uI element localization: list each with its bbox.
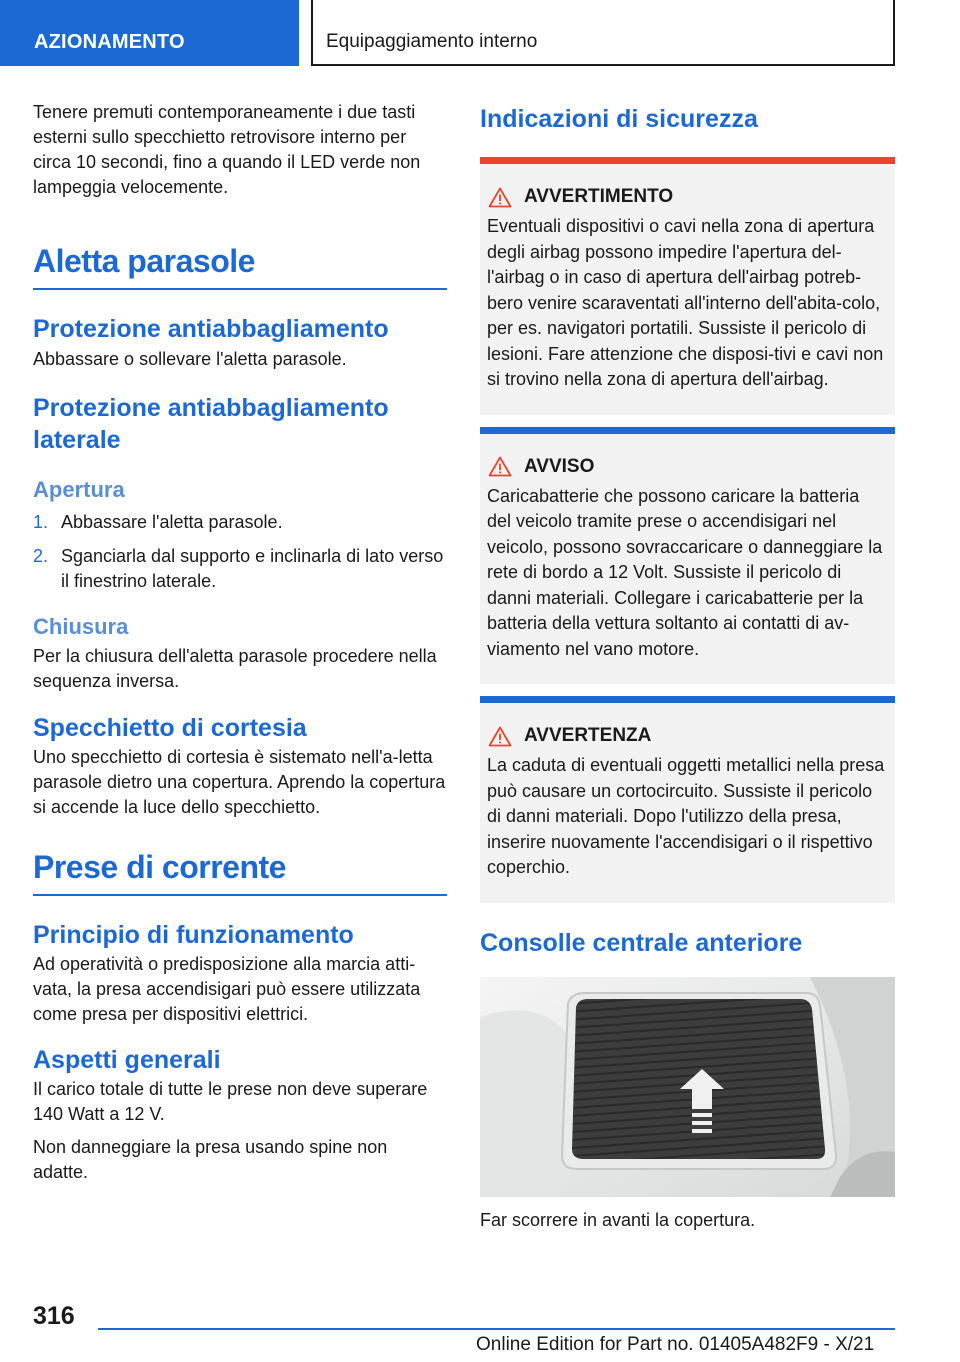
heading-aletta-parasole: Aletta parasole — [33, 243, 255, 279]
heading-rule — [33, 894, 447, 896]
heading-rule — [33, 288, 447, 290]
console-cover-illustration — [480, 977, 895, 1197]
apertura-steps — [33, 510, 447, 594]
warning-triangle-icon — [488, 456, 512, 477]
heading-protezione-antiabbagliamento: Protezione antiabbagliamento — [33, 315, 389, 343]
header-divider-right — [893, 0, 895, 66]
console-cover-photo — [480, 977, 895, 1197]
notice-text: Eventuali dispositivi o cavi nella zona di apertura degli airbag possono impedire l'apertura del‐l'airbag o in caso di apertura dell'airbag potreb‐bero venire scaraventati all'interno dell'abita‐colo, per es. navigatori portatili. Sussiste il pericolo di lesioni. Fare attenzione che disposi‐tivi e cavi non si trovino nella zona di apertura dell'airbag. — [487, 216, 884, 389]
right-column — [480, 100, 895, 1233]
footer-rule — [98, 1328, 895, 1330]
notice-avvertenza — [480, 696, 895, 903]
photo-caption: Far scorrere in avanti la copertura. — [480, 1209, 756, 1230]
header-divider — [311, 0, 313, 66]
warning-triangle-icon — [488, 187, 512, 208]
heading-specchietto-cortesia: Specchietto di cortesia — [33, 714, 307, 742]
heading-protezione-laterale: Protezione antiabbagliamento laterale — [33, 394, 389, 454]
principio-text: Ad operatività o predisposizione alla marcia atti‐vata, la presa accendisigari può essere utilizzata come presa per dispositivi elettrici. — [33, 954, 421, 1024]
heading-aspetti-generali: Aspetti generali — [33, 1046, 221, 1074]
notice-text: Caricabatterie che possono caricare la batteria del veicolo tramite prese o accendisigari nel veicolo, possono sovraccaricare o danneggiare la rete di bordo a 12 Volt. Sussiste il pericolo di danni materiali. Collegare i caricabatterie per la batteria della vettura soltanto ai contatti di av‐viamento nel vano motore. — [487, 485, 883, 659]
notice-avviso — [480, 427, 895, 685]
antiabbagliamento-text: Abbassare o sollevare l'aletta parasole. — [33, 349, 347, 369]
left-column — [33, 100, 447, 1185]
notice-title: AVVERTENZA — [524, 725, 652, 746]
chapter-title[interactable]: Equipaggiamento interno — [326, 31, 538, 52]
notice-title: AVVISO — [524, 455, 595, 477]
aspetti-text-1: Il carico totale di tutte le prese non deve superare 140 Watt a 12 V. — [33, 1079, 428, 1124]
heading-apertura: Apertura — [33, 477, 125, 502]
list-item — [33, 510, 447, 535]
heading-chiusura: Chiusura — [33, 614, 129, 639]
intro-paragraph: Tenere premuti contemporaneamente i due tasti esterni sullo specchietto retrovisore interno per circa 10 secondi, fino a quando il LED verde non lampeggia velocemente. — [33, 102, 421, 197]
step-number: 1. — [33, 512, 49, 532]
page-header — [0, 0, 960, 66]
warning-triangle-icon — [488, 726, 512, 747]
heading-prese-corrente: Prese di corrente — [33, 849, 286, 885]
section-tab[interactable]: AZIONAMENTO — [0, 0, 299, 66]
step-text: Abbassare l'aletta parasole. — [61, 512, 283, 532]
step-text: Sganciarla dal supporto e inclinarla di lato verso il finestrino laterale. — [61, 546, 444, 591]
notice-text: La caduta di eventuali oggetti metallici nella presa può causare un cortocircuito. Sussiste il pericolo di danni materiali. Dopo l'utilizzo della presa, inserire nuovamente l'accendisigari o il rispettivo coperchio. — [487, 755, 885, 877]
header-underline — [311, 64, 895, 66]
page-number: 316 — [33, 1302, 75, 1330]
heading-consolle-centrale: Consolle centrale anteriore — [480, 928, 803, 957]
chiusura-text: Per la chiusura dell'aletta parasole procedere nella sequenza inversa. — [33, 646, 437, 691]
notice-title: AVVERTIMENTO — [524, 186, 674, 207]
heading-indicazioni-sicurezza: Indicazioni di sicurezza — [480, 105, 758, 133]
step-number: 2. — [33, 546, 49, 566]
notice-avvertimento — [480, 157, 895, 415]
edition-note[interactable]: Online Edition for Part no. 01405A482F9 - X/21 — [476, 1334, 875, 1355]
aspetti-text-2: Non danneggiare la presa usando spine non adatte. — [33, 1137, 388, 1182]
specchietto-text: Uno specchietto di cortesia è sistemato nell'a‐letta parasole dietro una copertura. Aprendo la copertura si accende la luce dello specchietto. — [33, 747, 446, 817]
heading-principio-funzionamento: Principio di funzionamento — [33, 921, 354, 949]
list-item — [33, 544, 447, 594]
